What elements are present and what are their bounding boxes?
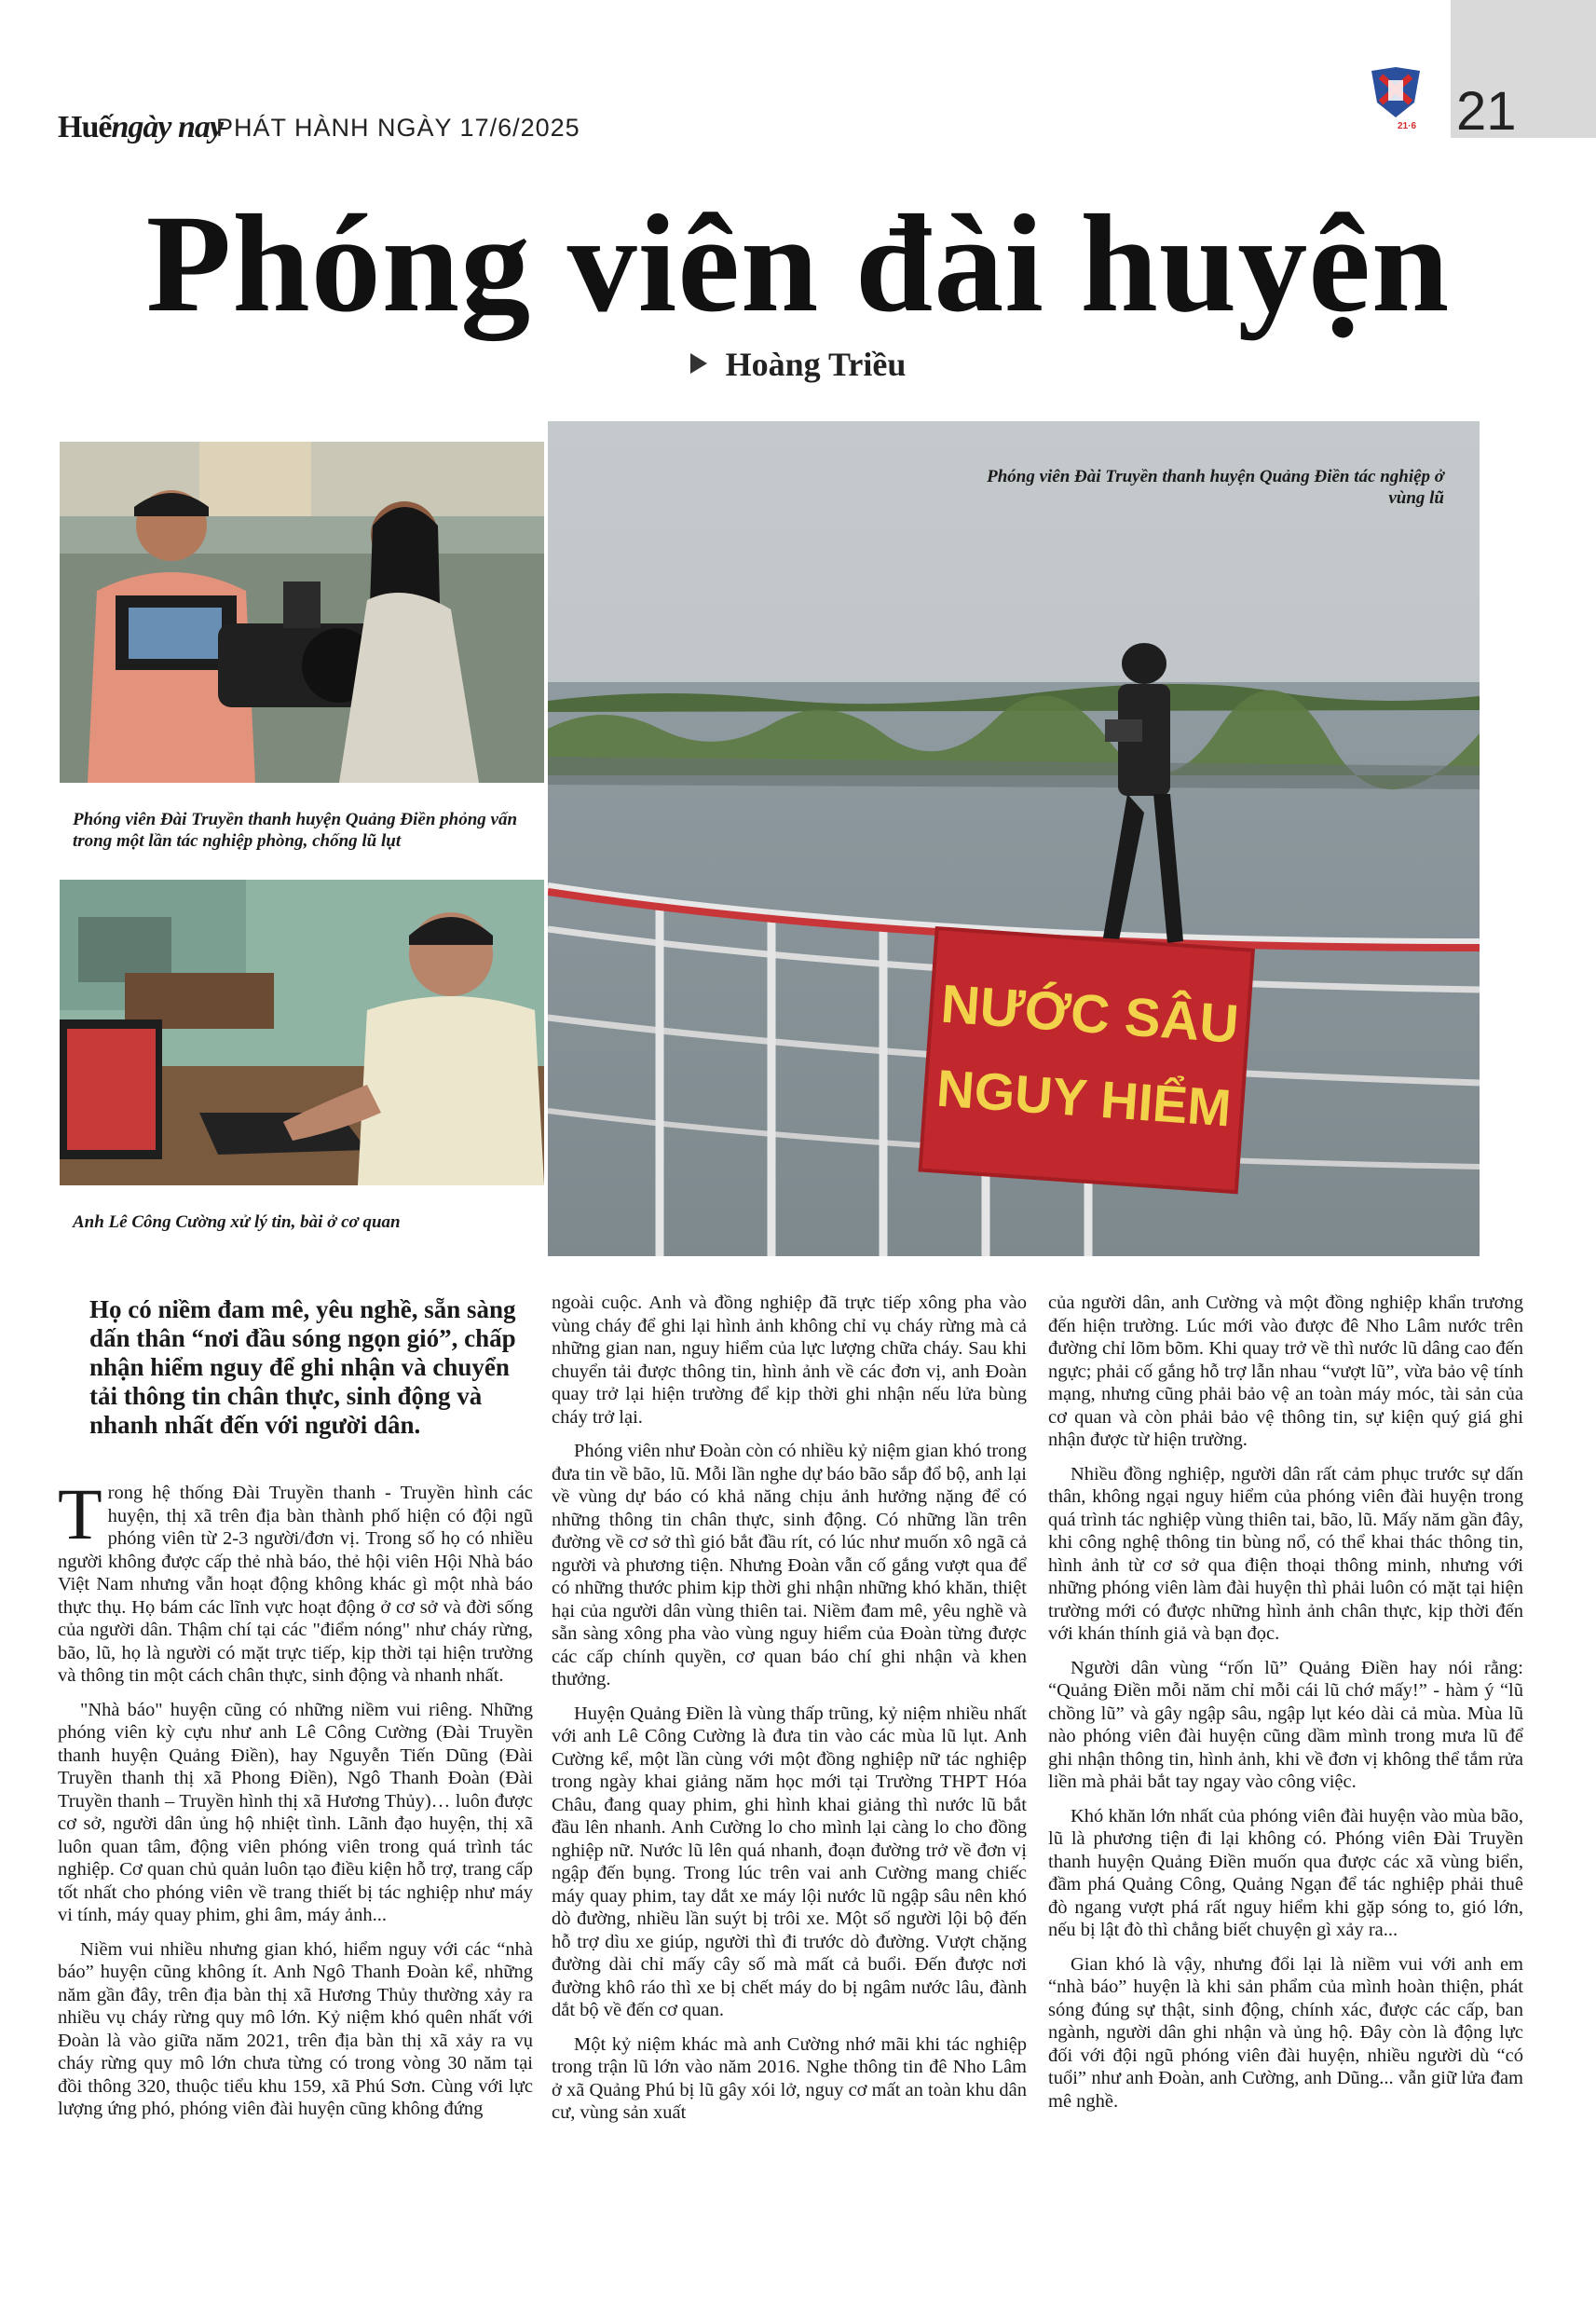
office-image	[60, 880, 544, 1185]
office-photo-caption: Anh Lê Công Cường xử lý tin, bài ở cơ quan	[73, 1212, 401, 1232]
main-photo-caption: Phóng viên Đài Truyền thanh huyện Quảng Điền tác nghiệp ở vùng lũ	[987, 467, 1444, 508]
paragraph: Trong hệ thống Đài Truyền thanh - Truyền hình các huyện, thị xã trên địa bàn thành phố hiện có đội ngũ phóng viên từ 2-3 người/đơn vị. Trong số họ có nhiều người không được cấp thẻ nhà báo, thẻ hội viên Hội Nhà báo Việt Nam nhưng vẫn hoạt động không khác gì một nhà báo thực thụ. Họ bám các lĩnh vực hoạt động ở cơ sở và đời sống của người dân. Thậm chí tại các "điểm nóng" như cháy rừng, bão, lũ, họ là người có mặt trực tiếp, kịp thời tại hiện trường và thông tin một cách chân thực, sinh động và nhanh nhất.	[58, 1473, 533, 1686]
main-photo-flood	[548, 421, 1480, 1256]
paragraph: của người dân, anh Cường và một đồng nghiệp khẩn trương đến hiện trường. Lúc mới vào được đê Nho Lâm nước trên đường chỉ lõm bõm. Khi quay trở về thì nước lũ dâng cao đến ngực; phải cố gắng hỗ trợ lẫn nhau “vượt lũ”, vừa bảo vệ tính mạng, nhưng cũng phải bảo vệ an toàn máy móc, tài sản của cơ quan và còn phải bảo vệ thông tin, sự kiện quý giá ghi nhận được từ hiện trường.	[1048, 1293, 1523, 1450]
photo-interview	[56, 438, 548, 787]
article-lead: Họ có niềm đam mê, yêu nghề, sẵn sàng dấn thân “nơi đầu sóng ngọn gió”, chấp nhận hiểm nguy để ghi nhận và chuyển tải thông tin chân thực, sinh động và nhanh nhất đến với người dân.	[89, 1295, 516, 1439]
newspaper-logo	[58, 110, 223, 145]
byline	[0, 345, 1596, 384]
anniversary-emblem-icon	[1362, 65, 1429, 132]
byline-arrow-icon	[690, 353, 707, 374]
interview-image	[60, 442, 544, 783]
emblem-text: 21·6	[1398, 121, 1417, 131]
photo-office	[56, 876, 548, 1189]
drop-cap: T	[58, 1473, 102, 1554]
column-1	[58, 1473, 533, 2132]
paragraph: Phóng viên như Đoàn còn có nhiều kỷ niệm gian khó trong đưa tin về bão, lũ. Mỗi lần nghe dự báo bão sắp đổ bộ, anh lại về vùng dự báo có khả năng chịu ảnh hưởng nặng để có những thông tin chân thực, sinh động. Có những lần trên đường về cơ sở thì gió bắt đầu rít, có lúc như muốn xô ngã cả người và phương tiện. Nhưng Đoàn vẫn cố gắng vượt qua để có những thước phim kịp thời ghi nhận những khó khăn, thiệt hại của người dân vùng thiên tai. Niềm đam mê, yêu nghề và sẵn sàng xông pha vào vùng nguy hiểm của Đoàn từng được các cấp chính quyền, cơ quan báo chí ghi nhận và khen thưởng.	[552, 1441, 1027, 1690]
sign-line-2: NGUY HIỂM	[934, 1058, 1234, 1138]
paragraph: Khó khăn lớn nhất của phóng viên đài huyện vào mùa bão, lũ là phương tiện đi lại không có. Phóng viên Đài Truyền thanh huyện Quảng Điền muốn qua được các xã vùng biển, đầm phá Quảng Công, Quảng Ngạn để tác nghiệp phải thuê đò ngang vượt phá rất nguy hiểm khi gặp sóng to, gió lớn, nếu bị lật đò thì chẳng biết chuyện gì xảy ra...	[1048, 1805, 1523, 1940]
page-number: 21	[1456, 81, 1517, 142]
interview-photo-caption: Phóng viên Đài Truyền thanh huyện Quảng Điền phỏng vấn trong một lần tác nghiệp phòng, chống lũ lụt	[73, 810, 518, 851]
paragraph: ngoài cuộc. Anh và đồng nghiệp đã trực tiếp xông pha vào vùng cháy để ghi lại hình ảnh không chỉ vụ cháy rừng mà cả những gian nan, nguy hiểm của lực lượng chữa cháy. Sau khi chuyển tải được thông tin, hình ảnh về các đơn vị, anh Đoàn quay trở lại hiện trường để kịp thời ghi nhận nếu lửa bùng cháy trở lại.	[552, 1293, 1027, 1428]
sign-line-1: NƯỚC SÂU	[938, 973, 1241, 1055]
paragraph: Huyện Quảng Điền là vùng thấp trũng, kỷ niệm nhiều nhất với anh Lê Công Cường là đưa tin vào các mùa lũ lụt. Anh Cường kể, một lần cùng với một đồng nghiệp nữ tác nghiệp trong ngày khai giảng năm học mới tại Trường THPT Hóa Châu, đang quay phim, ghi hình khai giảng thì nước lũ bắt đầu lên nhanh. Anh Cường lo cho mình lại càng lo cho đồng nghiệp nữ. Nước lũ lên quá nhanh, đoạn đường trở về đơn vị ngập đến bụng. Trong lúc trên vai anh Cường mang chiếc máy quay phim, tay dắt xe máy lội nước lũ ngập sâu nên khó dò đường, nhiều lần suýt bị trôi xe. Một số người lội bộ đến hỗ trợ dìu xe giúp, người thì đi trước dò đường. Vượt chặng đường dài chỉ mấy cây số mà mất cả buổi. Đến được nơi đường khô ráo thì xe bị chết máy do bị ngâm nước lâu, đành dắt bộ về đến cơ quan.	[552, 1703, 1027, 2020]
column-3	[1048, 1292, 1523, 2124]
paragraph: "Nhà báo" huyện cũng có những niềm vui riêng. Những phóng viên kỳ cựu như anh Lê Công Cường (Đài Truyền thanh huyện Quảng Điền), hay Nguyễn Tiến Dũng (Đài Truyền thanh thị xã Phong Điền), Ngô Thanh Đoàn (Đài Truyền thanh – Truyền hình thị xã Hương Thủy)… luôn được cơ sở, người dân ủng hộ nhiệt tình. Lãnh đạo huyện, thị xã luôn quan tâm, động viên phóng viên trong quá trình tác nghiệp. Cơ quan chủ quản luôn tạo điều kiện hỗ trợ, trang cấp tốt nhất cho phóng viên về trang thiết bị tác nghiệp như máy vi tính, máy quay phim, ghi âm, máy ảnh...	[58, 1699, 533, 1925]
paragraph: Nhiều đồng nghiệp, người dân rất cảm phục trước sự dấn thân, không ngại nguy hiểm của phóng viên đài huyện trong quá trình tác nghiệp vùng thiên tai, bão, lũ. Mấy năm gần đây, khi công nghệ thông tin bùng nổ, có thể khai thác thông tin, hình ảnh từ cơ sở qua điện thoại thông minh, nhưng với những phóng viên làm đài huyện thì phải luôn có mặt tại hiện trường mới có được những hình ảnh chân thực, kịp thời đến với khán thính giả và bạn đọc.	[1048, 1463, 1523, 1644]
article-title: Phóng viên đài huyện	[145, 186, 1451, 341]
logo-bold: Huế	[58, 110, 112, 144]
paragraph: Niềm vui nhiều nhưng gian khó, hiểm nguy với các “nhà báo” huyện cũng không ít. Anh Ngô Thanh Đoàn kể, những năm gần đây, trên địa bàn thị xã Hương Thủy thường xảy ra nhiều vụ cháy rừng quy mô lớn. Kỷ niệm khó quên nhất với Đoàn là vào giữa năm 2021, trên địa bàn thị xã xảy ra vụ cháy rừng quy mô lớn chưa từng có trong vòng 30 năm tại đồi thông 320, thuộc tiểu khu 159, xã Phú Sơn. Cùng với lực lượng ứng phó, phóng viên đài huyện cũng không đứng	[58, 1938, 533, 2119]
author-name: Hoàng Triều	[725, 346, 907, 383]
issue-date: PHÁT HÀNH NGÀY 17/6/2025	[216, 114, 580, 142]
paragraph: Gian khó là vậy, nhưng đổi lại là niềm vui với anh em “nhà báo” huyện là khi sản phẩm của mình hoàn thiện, phát sóng đúng sự thật, sinh động, chính xác, được các cấp, ban ngành, người dân ghi nhận và ủng hộ. Đây còn là động lực đối với đội ngũ phóng viên đài huyện, nhiều người dù “có tuổi” như anh Đoàn, anh Cường, anh Dũng... vẫn giữ lửa đam mê nghề.	[1048, 1953, 1523, 2112]
column-2	[552, 1292, 1027, 2136]
paragraph: Người dân vùng “rốn lũ” Quảng Điền hay nói rằng: “Quảng Điền mỗi năm chỉ mỗi cái lũ chớ mấy!” - hàm ý “lũ chồng lũ” và gây ngập sâu, ngập lụt kéo dài cả mùa. Mùa lũ nào phóng viên đài huyện cũng dầm mình trong mưa lũ để ghi nhận thông tin, hình ảnh, khi về đơn vị không thể tắm rửa liền mà phải bắt tay ngay vào công việc.	[1048, 1657, 1523, 1792]
logo-rest: ngày nay	[111, 110, 223, 144]
paragraph: Một kỷ niệm khác mà anh Cường nhớ mãi khi tác nghiệp trong trận lũ lớn vào năm 2016. Nghe thông tin đê Nho Lâm ở xã Quảng Phú bị lũ gây xói lở, nguy cơ mất an toàn khu dân cư, vùng sản xuất	[552, 2033, 1027, 2123]
